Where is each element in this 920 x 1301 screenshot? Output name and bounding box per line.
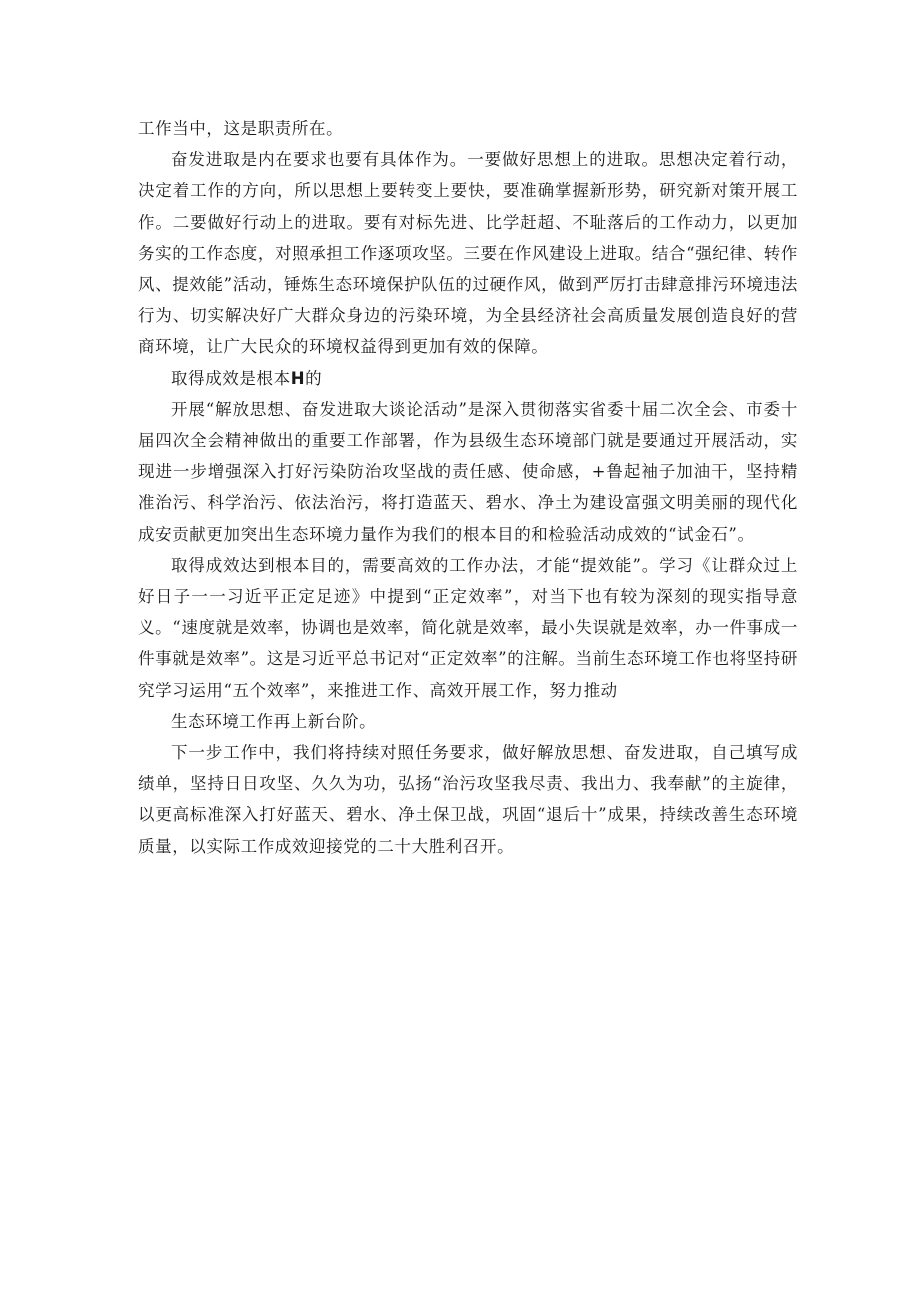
- heading-text-bold: H: [290, 368, 306, 388]
- heading-text-after: 的: [305, 368, 323, 388]
- paragraph-new-stage: 生态环境工作再上新台阶。: [171, 711, 377, 731]
- paragraph-progress-requirements: 奋发进取是内在要求也要有具体作为。一要做好思想上的进取。思想决定着行动，决定着工作的方向，所以思想上要转变上要快，要准确掌握新形势，研究新对策开展工作。二要做好行动上的进取。要有对标先进、比学赶超、不耻落后的工作动力，以更加务实的工作态度，对照承担工作逐项攻坚。三要在作风建设上进取。结合“强纪律、转作风、提效能”活动，锤炼生态环境保护队伍的过硬作风，做到严厉打击肆意排污环境违法行为、切实解决好广大群众身边的污染环境，为全县经济社会高质量发展创造良好的营商环境，让广大民众的环境权益得到更加有效的保障。: [138, 150, 798, 357]
- paragraph-next-steps: 下一步工作中，我们将持续对照任务要求，做好解放思想、奋发进取，自己填写成绩单，坚持日日攻坚、久久为功，弘扬“治污攻坚我尽责、我出力、我奉献”的主旋律，以更高标准深入打好蓝天、碧水、净土保卫战，巩固“退后十”成果，持续改善生态环境质量，以实际工作成效迎接党的二十大胜利召开。: [138, 743, 798, 856]
- heading-text-before: 取得成效是根本: [171, 368, 291, 388]
- document-body: [138, 113, 798, 862]
- section-heading-results: [138, 363, 798, 394]
- paragraph-efficiency: 取得成效达到根本目的，需要高效的工作办法，才能“提效能”。学习《让群众过上好日子一一习近平正定足迹》中提到“正定效率”，对当下也有较为深刻的现实指导意义。“速度就是效率，协调也是效率，简化就是效率，最小失误就是效率，办一件事成一件事就是效率”。这是习近平总书记对“正定效率”的注解。当前生态环境工作也将坚持研究学习运用“五个效率”，来推进工作、高效开展工作，努力推动: [138, 555, 798, 700]
- paragraph-continuation: 工作当中，这是职责所在。: [138, 119, 344, 138]
- paragraph-activity-deployment: 开展“解放思想、奋发进取大谈论活动”是深入贯彻落实省委十届二次全会、市委十届四次全会精神做出的重要工作部署，作为县级生态环境部门就是要通过开展活动，实现进一步增强深入打好污染防治攻坚战的责任感、使命感，+鲁起袖子加油干，坚持精准治污、科学治污、依法治污，将打造蓝天、碧水、净土为建设富强文明美丽的现代化成安贡献更加突出生态环境力量作为我们的根本目的和检验活动成效的“试金石”。: [138, 399, 798, 544]
